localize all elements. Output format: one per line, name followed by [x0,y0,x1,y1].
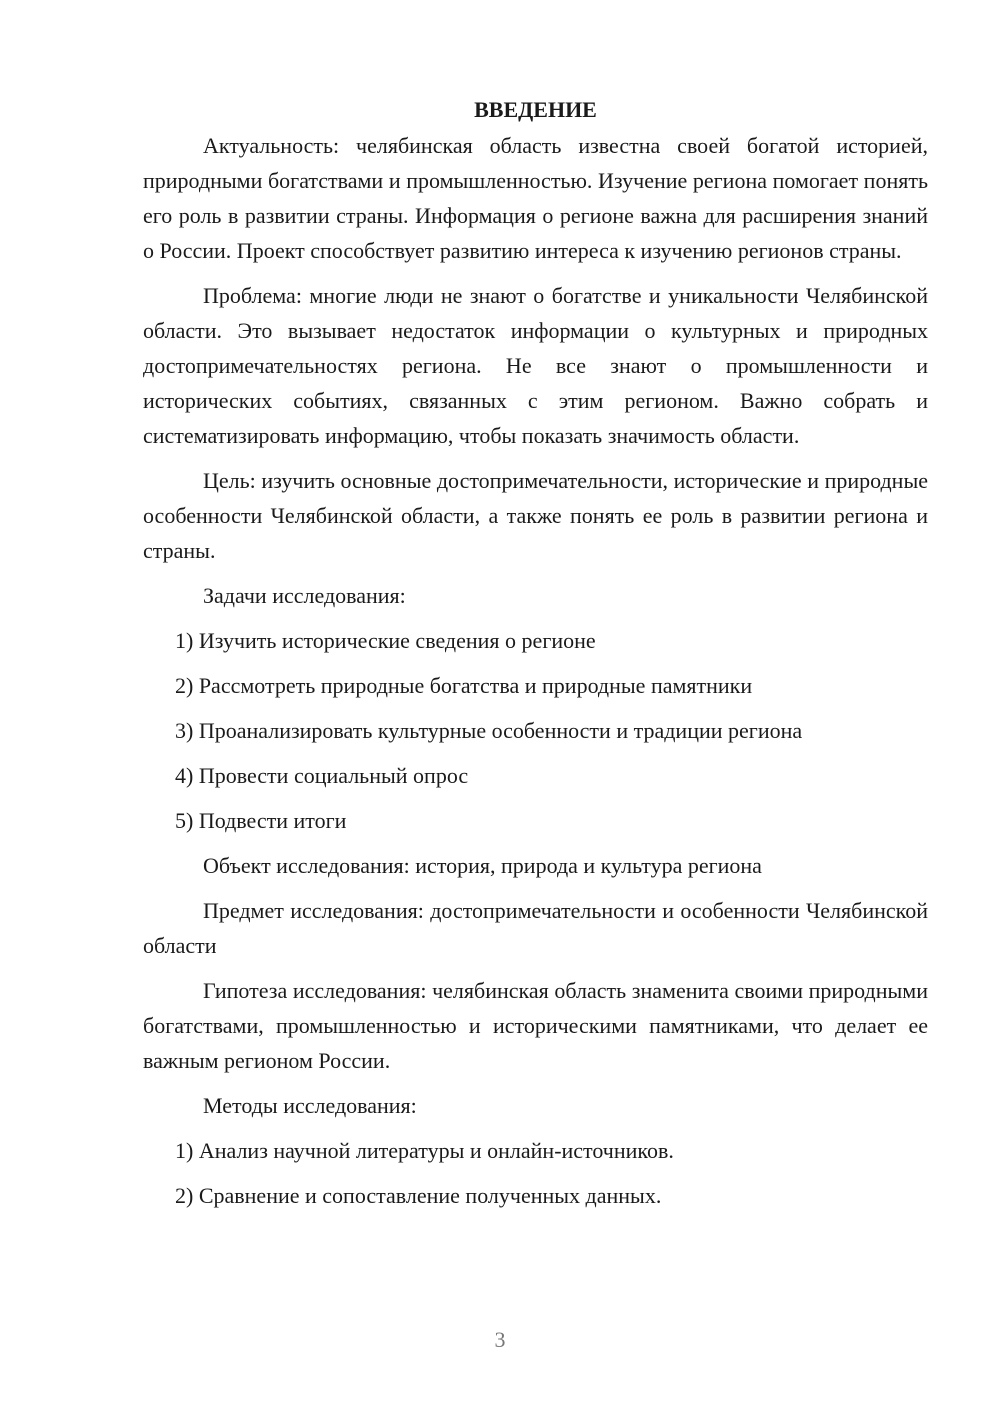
document-page [143,92,928,1223]
page-number: 3 [494,1327,506,1352]
task-item-2: 2) Рассмотреть природные богатства и природные памятники [175,673,753,698]
task-item-1: 1) Изучить исторические сведения о регионе [175,628,596,653]
task-item-3: 3) Проанализировать культурные особенности и традиции региона [175,718,803,743]
problem-paragraph: Проблема: многие люди не знают о богатстве и уникальности Челябинской области. Это вызывает недостаток информации о культурных и природных достопримечательностях региона. Не все знают о промышленности и исторических событиях, связанных с этим регионом. Важно собрать и систематизировать информацию, чтобы показать значимость области. [143,283,928,448]
relevance-paragraph: Актуальность: челябинская область известна своей богатой историей, природными богатствами и промышленностью. Изучение региона помогает понять его роль в развитии страны. Информация о регионе важна для расширения знаний о России. Проект способствует развитию интереса к изучению регионов страны. [143,133,928,263]
task-item-5: 5) Подвести итоги [175,808,347,833]
object-paragraph: Объект исследования: история, природа и культура региона [203,853,762,878]
tasks-heading: Задачи исследования: [203,583,406,608]
method-item-2: 2) Сравнение и сопоставление полученных данных. [175,1183,662,1208]
section-title: ВВЕДЕНИЕ [474,97,597,122]
methods-heading: Методы исследования: [203,1093,417,1118]
task-item-4: 4) Провести социальный опрос [175,763,469,788]
hypothesis-paragraph: Гипотеза исследования: челябинская область знаменита своими природными богатствами, промышленностью и историческими памятниками, что делает ее важным регионом России. [143,978,928,1073]
method-item-1: 1) Анализ научной литературы и онлайн-источников. [175,1138,674,1163]
subject-paragraph: Предмет исследования: достопримечательности и особенности Челябинской области [143,898,928,958]
goal-paragraph: Цель: изучить основные достопримечательности, исторические и природные особенности Челябинской области, а также понять ее роль в развитии региона и страны. [143,468,928,563]
